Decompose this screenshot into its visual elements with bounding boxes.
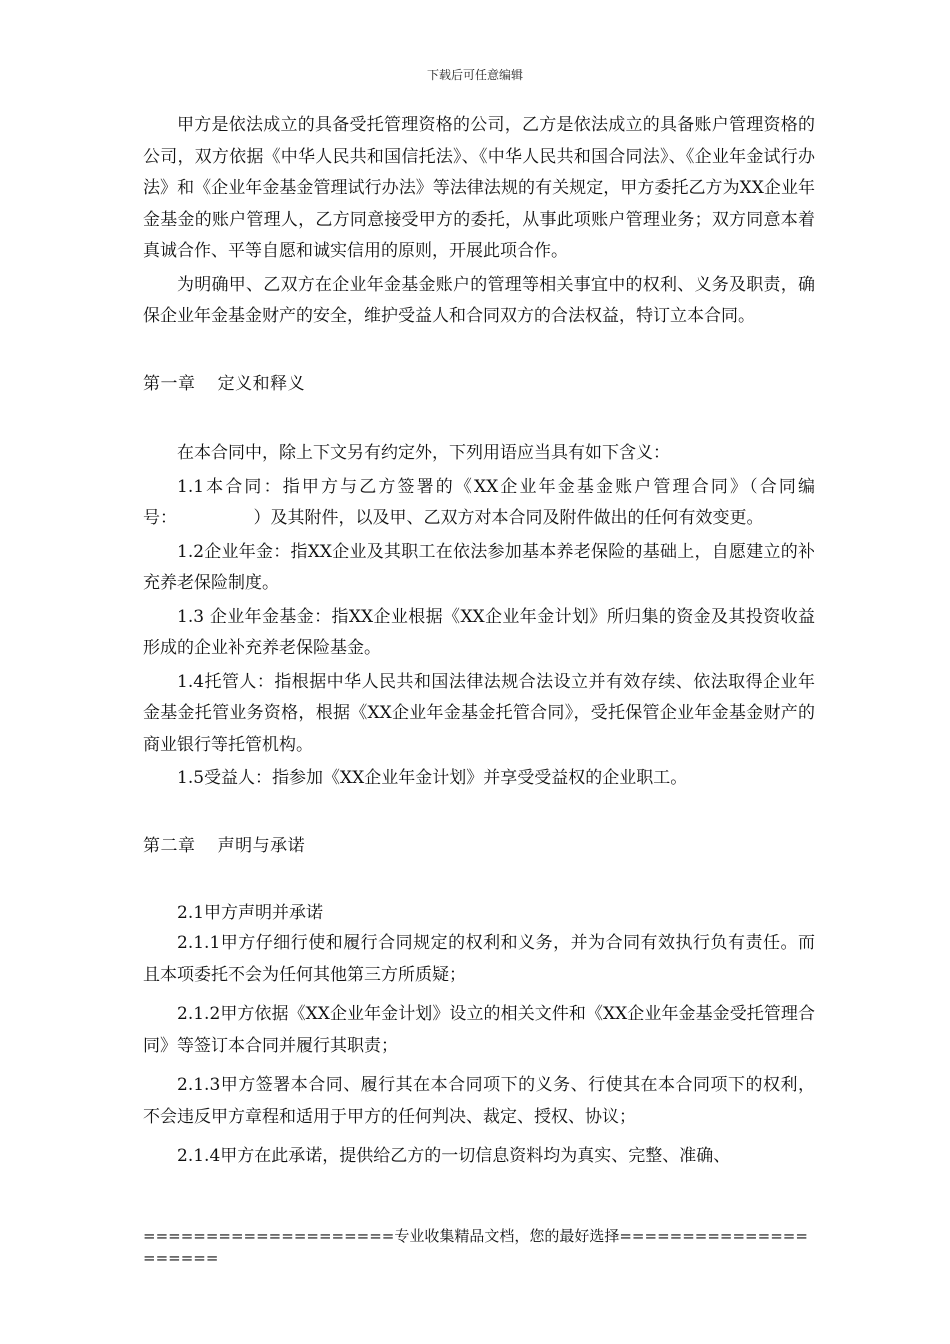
clause-1-5: 1.5受益人：指参加《XX企业年金计划》并享受受益权的企业职工。 (177, 768, 688, 788)
page-header: 下载后可任意编辑 (426, 68, 523, 82)
chapter-1-number: 第一章 (143, 373, 196, 394)
page-footer: ====================专业收集精品文档，您的最好选择===================== (143, 1227, 808, 1267)
chapter-1-intro: 在本合同中，除上下文另有约定外，下列用语应当具有如下含义： (177, 443, 670, 463)
clause-1-2: 1.2企业年金：指XX企业及其职工在依法参加基本养老保险的基础上，自愿建立的补充养老保险制度。 (143, 541, 815, 593)
clause-1-1: 1.1本合同：指甲方与乙方签署的《XX企业年金基金账户管理合同》（合同编号： ）及其附件，以及甲、乙双方对本合同及附件做出的任何有效变更。 (143, 476, 815, 528)
chapter-2-title: 声明与承诺 (217, 835, 306, 856)
clause-2-1-1: 2.1.1甲方仔细行使和履行合同规定的权利和义务，并为合同有效执行负有责任。而且本项委托不会为任何其他第三方所质疑； (143, 933, 815, 985)
chapter-2-heading (143, 831, 815, 863)
paragraph-purpose: 为明确甲、乙双方在企业年金基金账户的管理等相关事宜中的权利、义务及职责，确保企业年金基金财产的安全，维护受益人和合同双方的合法权益，特订立本合同。 (143, 274, 815, 326)
clause-1-4: 1.4托管人：指根据中华人民共和国法律法规合法设立并有效存续、依法取得企业年金基金托管业务资格，根据《XX企业年金基金托管合同》，受托保管企业年金基金财产的商业银行等托管机构。 (143, 671, 815, 755)
clause-2-1-2: 2.1.2甲方依据《XX企业年金计划》设立的相关文件和《XX企业年金基金受托管理合同》等签订本合同并履行其职责； (143, 1004, 815, 1056)
clause-2-1: 2.1甲方声明并承诺 (177, 903, 324, 923)
document-body (143, 110, 815, 1173)
paragraph-preamble: 甲方是依法成立的具备受托管理资格的公司，乙方是依法成立的具备账户管理资格的公司，双方依据《中华人民共和国信托法》、《中华人民共和国合同法》、《企业年金试行办法》和《企业年金基金管理试行办法》等法律法规的有关规定，甲方委托乙方为XX企业年金基金的账户管理人，乙方同意接受甲方的委托，从事此项账户管理业务；双方同意本着真诚合作、平等自愿和诚实信用的原则，开展此项合作。 (143, 115, 815, 261)
chapter-1-title: 定义和释义 (217, 373, 306, 394)
chapter-2-number: 第二章 (143, 835, 196, 856)
chapter-1-heading (143, 369, 815, 401)
clause-2-1-4: 2.1.4甲方在此承诺，提供给乙方的一切信息资料均为真实、完整、准确、 (177, 1146, 731, 1166)
clause-2-1-3: 2.1.3甲方签署本合同、履行其在本合同项下的义务、行使其在本合同项下的权利，不会违反甲方章程和适用于甲方的任何判决、裁定、授权、协议； (143, 1075, 815, 1127)
clause-1-3: 1.3 企业年金基金：指XX企业根据《XX企业年金计划》所归集的资金及其投资收益形成的企业补充养老保险基金。 (143, 606, 815, 658)
